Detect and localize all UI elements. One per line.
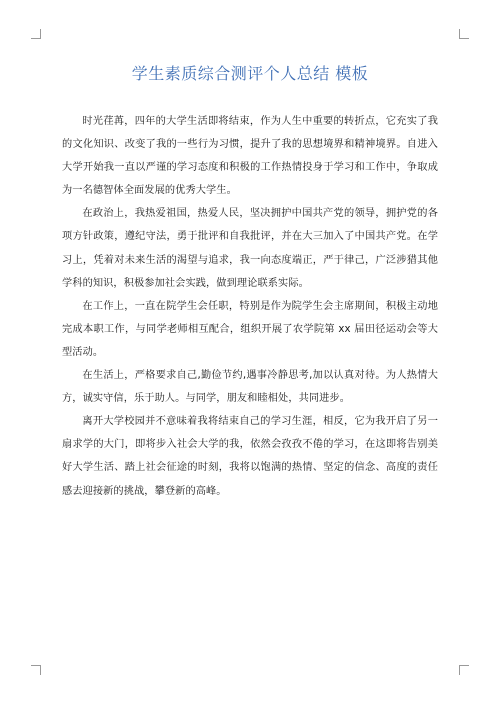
paragraph-politics-study: 在政治上，我热爱祖国，热爱人民，坚决拥护中国共产党的领导，拥护党的各项方针政策，遵纪守法，勇于批评和自我批评，并在大三加入了中国共产党。在学习上，凭着对未来生活的渴望与追求，我一向态度端正，严于律己，广泛涉猎其他学科的知识，积极参加社会实践，做到理论联系实际。 (62, 208, 438, 289)
crop-mark-bottom-right (459, 665, 469, 675)
document-title: 学生素质综合测评个人总结 模板 (131, 64, 369, 83)
paragraph-conclusion: 离开大学校园并不意味着我将结束自己的学习生涯，相反，它为我开启了另一扇求学的大门，即将步入社会大学的我，依然会孜孜不倦的学习，在这即将告别美好大学生活、踏上社会征途的时刻，我将以饱满的热情、坚定的信念、高度的责任感去迎接新的挑战，攀登新的高峰。 (62, 416, 438, 497)
crop-mark-bottom-left (31, 665, 41, 675)
paragraph-work: 在工作上，一直在院学生会任职，特别是作为院学生会主席期间，积极主动地完成本职工作，与同学老师相互配合，组织开展了农学院第 xx 届田径运动会等大型活动。 (62, 300, 438, 358)
crop-mark-top-right (459, 29, 469, 39)
crop-mark-top-left (31, 29, 41, 39)
paragraph-intro: 时光荏苒，四年的大学生活即将结束，作为人生中重要的转折点，它充实了我的文化知识、改变了我的一些行为习惯，提升了我的思想境界和精神境界。自进入大学开始我一直以严谨的学习态度和积极的工作热情投身于学习和工作中，争取成为一名德智体全面发展的优秀大学生。 (62, 116, 438, 197)
paragraph-life: 在生活上，严格要求自己,勤俭节约,遇事冷静思考,加以认真对待。为人热情大方，诚实守信，乐于助人。与同学，朋友和睦相处，共同进步。 (62, 370, 438, 405)
document-body (62, 110, 438, 503)
